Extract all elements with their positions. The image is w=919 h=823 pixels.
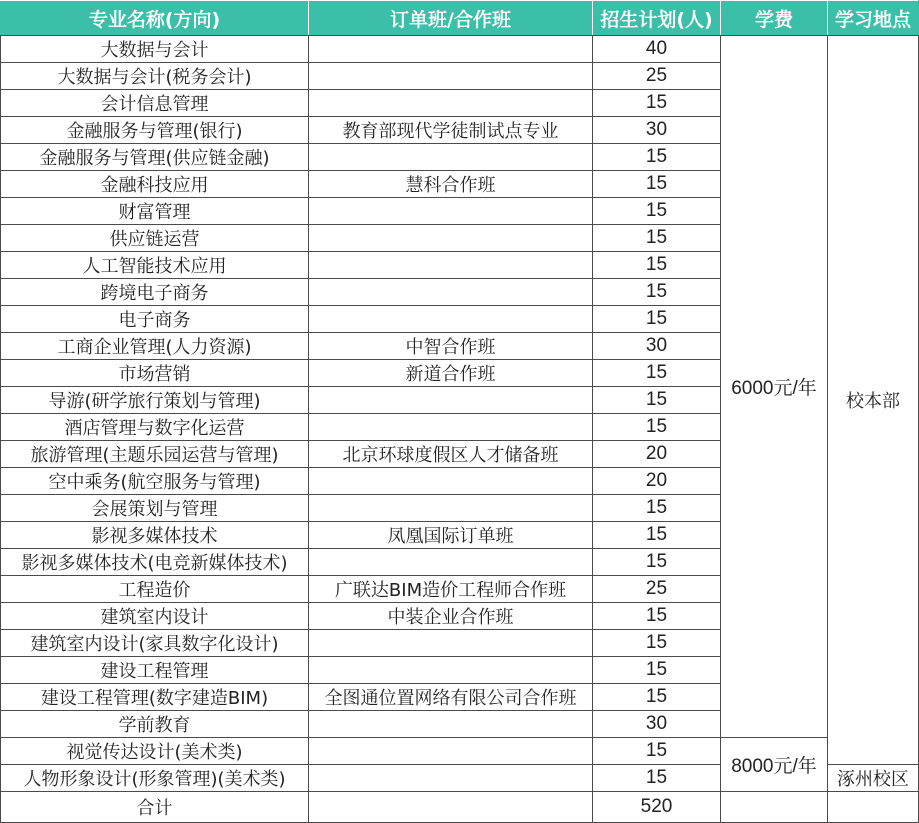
plan-cell: 40: [593, 36, 721, 63]
plan-cell: 15: [593, 252, 721, 279]
table-row: [1, 738, 919, 765]
major-cell: 建筑室内设计: [1, 603, 309, 630]
plan-cell: 15: [593, 225, 721, 252]
plan-cell: 15: [593, 279, 721, 306]
class-type-cell: [309, 36, 593, 63]
class-type-cell: [309, 144, 593, 171]
class-type-cell: 广联达BIM造价工程师合作班: [309, 576, 593, 603]
major-cell: 人工智能技术应用: [1, 252, 309, 279]
plan-cell: 30: [593, 117, 721, 144]
plan-cell: 30: [593, 333, 721, 360]
class-type-cell: [309, 549, 593, 576]
major-cell: 空中乘务(航空服务与管理): [1, 468, 309, 495]
location-cell-branch: 涿州校区: [828, 765, 919, 792]
plan-cell: 15: [593, 738, 721, 765]
major-cell: 电子商务: [1, 306, 309, 333]
plan-cell: 20: [593, 468, 721, 495]
class-type-cell: [309, 63, 593, 90]
plan-cell: 15: [593, 306, 721, 333]
header-row: [1, 1, 919, 36]
class-type-cell: 教育部现代学徒制试点专业: [309, 117, 593, 144]
location-cell-main: 校本部: [828, 36, 919, 765]
major-cell: 旅游管理(主题乐园运营与管理): [1, 441, 309, 468]
header-fee: 学费: [721, 1, 828, 36]
major-cell: 影视多媒体技术(电竞新媒体技术): [1, 549, 309, 576]
header-class-type: 订单班/合作班: [309, 1, 593, 36]
plan-cell: 20: [593, 441, 721, 468]
class-type-cell: 中装企业合作班: [309, 603, 593, 630]
class-type-cell: 新道合作班: [309, 360, 593, 387]
plan-cell: 15: [593, 414, 721, 441]
class-type-cell: [309, 225, 593, 252]
total-row: [1, 792, 919, 823]
plan-cell: 15: [593, 144, 721, 171]
major-cell: 大数据与会计: [1, 36, 309, 63]
class-type-cell: 凤凰国际订单班: [309, 522, 593, 549]
plan-cell: 15: [593, 171, 721, 198]
plan-cell: 15: [593, 387, 721, 414]
class-type-cell: 中智合作班: [309, 333, 593, 360]
major-cell: 财富管理: [1, 198, 309, 225]
class-type-cell: [309, 495, 593, 522]
class-type-cell: [309, 630, 593, 657]
plan-cell: 15: [593, 603, 721, 630]
major-cell: 酒店管理与数字化运营: [1, 414, 309, 441]
plan-cell: 15: [593, 360, 721, 387]
fee-cell-main: 6000元/年: [721, 36, 828, 738]
plan-cell: 25: [593, 576, 721, 603]
class-type-cell: [309, 765, 593, 792]
plan-cell: 15: [593, 90, 721, 117]
major-cell: 建设工程管理(数字建造BIM): [1, 684, 309, 711]
class-type-cell: [309, 306, 593, 333]
class-type-cell: [309, 414, 593, 441]
major-cell: 学前教育: [1, 711, 309, 738]
major-cell: 会展策划与管理: [1, 495, 309, 522]
fee-cell-art: 8000元/年: [721, 738, 828, 792]
class-type-cell: 北京环球度假区人才储备班: [309, 441, 593, 468]
class-type-cell: [309, 279, 593, 306]
total-plan: 520: [593, 792, 721, 823]
class-type-cell: [309, 657, 593, 684]
class-type-cell: [309, 387, 593, 414]
class-type-cell: 全图通位置网络有限公司合作班: [309, 684, 593, 711]
major-cell: 大数据与会计(税务会计): [1, 63, 309, 90]
total-class-type-cell: [309, 792, 593, 823]
class-type-cell: [309, 198, 593, 225]
total-label: 合计: [1, 792, 309, 823]
major-cell: 建设工程管理: [1, 657, 309, 684]
major-cell: 影视多媒体技术: [1, 522, 309, 549]
plan-cell: 15: [593, 198, 721, 225]
major-cell: 人物形象设计(形象管理)(美术类): [1, 765, 309, 792]
class-type-cell: [309, 468, 593, 495]
class-type-cell: 慧科合作班: [309, 171, 593, 198]
major-cell: 视觉传达设计(美术类): [1, 738, 309, 765]
header-major: 专业名称(方向): [1, 1, 309, 36]
class-type-cell: [309, 252, 593, 279]
plan-cell: 15: [593, 657, 721, 684]
total-fee-cell: [721, 792, 828, 823]
plan-cell: 25: [593, 63, 721, 90]
major-cell: 建筑室内设计(家具数字化设计): [1, 630, 309, 657]
table-row: [1, 36, 919, 63]
major-cell: 会计信息管理: [1, 90, 309, 117]
plan-cell: 15: [593, 549, 721, 576]
major-cell: 供应链运营: [1, 225, 309, 252]
plan-cell: 30: [593, 711, 721, 738]
major-cell: 导游(研学旅行策划与管理): [1, 387, 309, 414]
major-cell: 金融服务与管理(银行): [1, 117, 309, 144]
major-cell: 市场营销: [1, 360, 309, 387]
major-cell: 跨境电子商务: [1, 279, 309, 306]
major-cell: 工商企业管理(人力资源): [1, 333, 309, 360]
total-location-cell: [828, 792, 919, 823]
major-cell: 金融科技应用: [1, 171, 309, 198]
plan-cell: 15: [593, 630, 721, 657]
plan-cell: 15: [593, 522, 721, 549]
class-type-cell: [309, 711, 593, 738]
class-type-cell: [309, 90, 593, 117]
plan-cell: 15: [593, 765, 721, 792]
class-type-cell: [309, 738, 593, 765]
plan-cell: 15: [593, 495, 721, 522]
plan-cell: 15: [593, 684, 721, 711]
header-plan: 招生计划(人): [593, 1, 721, 36]
header-location: 学习地点: [828, 1, 919, 36]
major-cell: 金融服务与管理(供应链金融): [1, 144, 309, 171]
major-cell: 工程造价: [1, 576, 309, 603]
